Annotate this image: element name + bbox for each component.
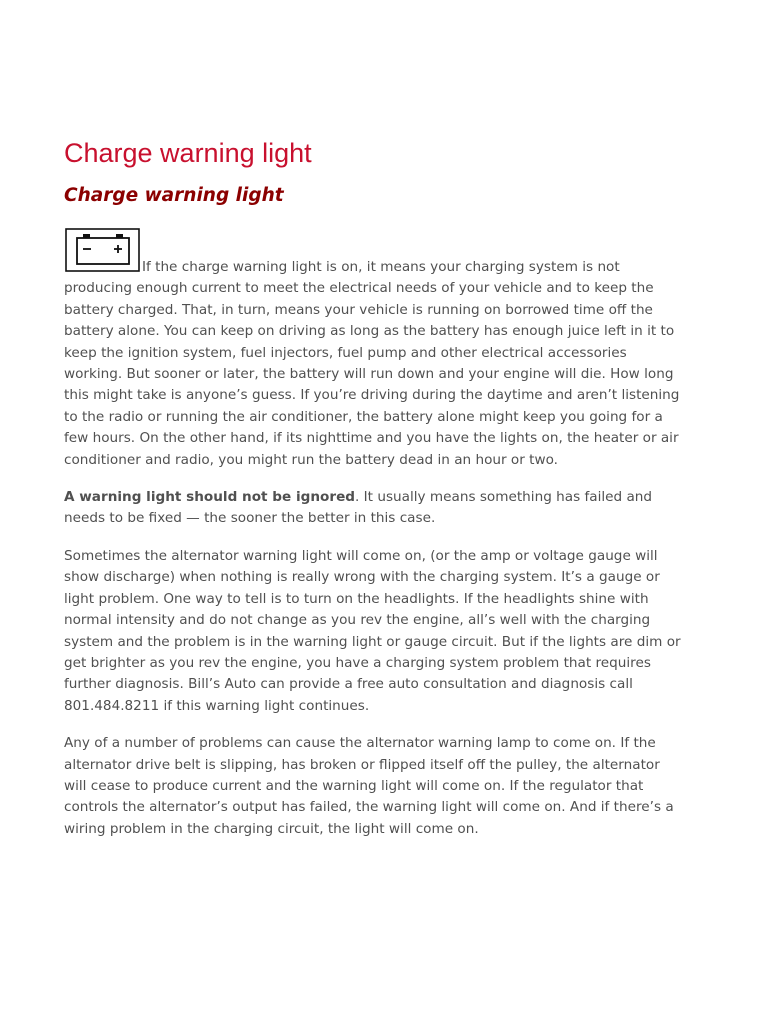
paragraph-2-text: . It usually means something has failed and needs to be fixed — the sooner the better in this case. bbox=[64, 489, 653, 527]
paragraph-4: Any of a number of problems can cause the alternator warning lamp to come on. If the alternator drive belt is slipping, has broken or flipped itself off the pulley, the alternator will cease to produce current and the warning light will come on. If the regulator that controls the alternator’s output has failed, the warning light will come on. And if there’s a wiring problem in the charging circuit, the light will come on. bbox=[64, 735, 674, 837]
paragraph-2 bbox=[64, 487, 682, 530]
page-subtitle: Charge warning light bbox=[64, 185, 284, 206]
page-title: Charge warning light bbox=[64, 138, 312, 168]
article-body bbox=[64, 257, 682, 856]
paragraph-3: Sometimes the alternator warning light will come on, (or the amp or voltage gauge will show discharge) when nothing is really wrong with the charging system. It’s a gauge or light problem. One way to tell is to turn on the headlights. If the headlights shine with normal intensity and do not change as you rev the engine, all’s well with the charging system and the problem is in the warning light or gauge circuit. But if the lights are dim or get brighter as you rev the engine, you have a charging system problem that requires further diagnosis. Bill’s Auto can provide a free auto consultation and diagnosis call 801.484.8211 if this warning light continues. bbox=[64, 547, 681, 714]
paragraph-1: If the charge warning light is on, it means your charging system is not producing enough current to meet the electrical needs of your vehicle and to keep the battery charged. That, in turn, means your vehicle is running on borrowed time off the battery alone. You can keep on driving as long as the battery has enough juice left in it to keep the ignition system, fuel injectors, fuel pump and other electrical accessories working. But sooner or later, the battery will run down and your engine will die. How long this might take is anyone’s guess. If you’re driving during the daytime and aren’t listening to the radio or running the air conditioner, the battery alone might keep you going for a few hours. On the other hand, if its nighttime and you have the lights on, the heater or air conditioner and radio, you might run the battery dead in an hour or two. bbox=[64, 259, 680, 468]
paragraph-2-emphasis: A warning light should not be ignored bbox=[64, 489, 356, 506]
